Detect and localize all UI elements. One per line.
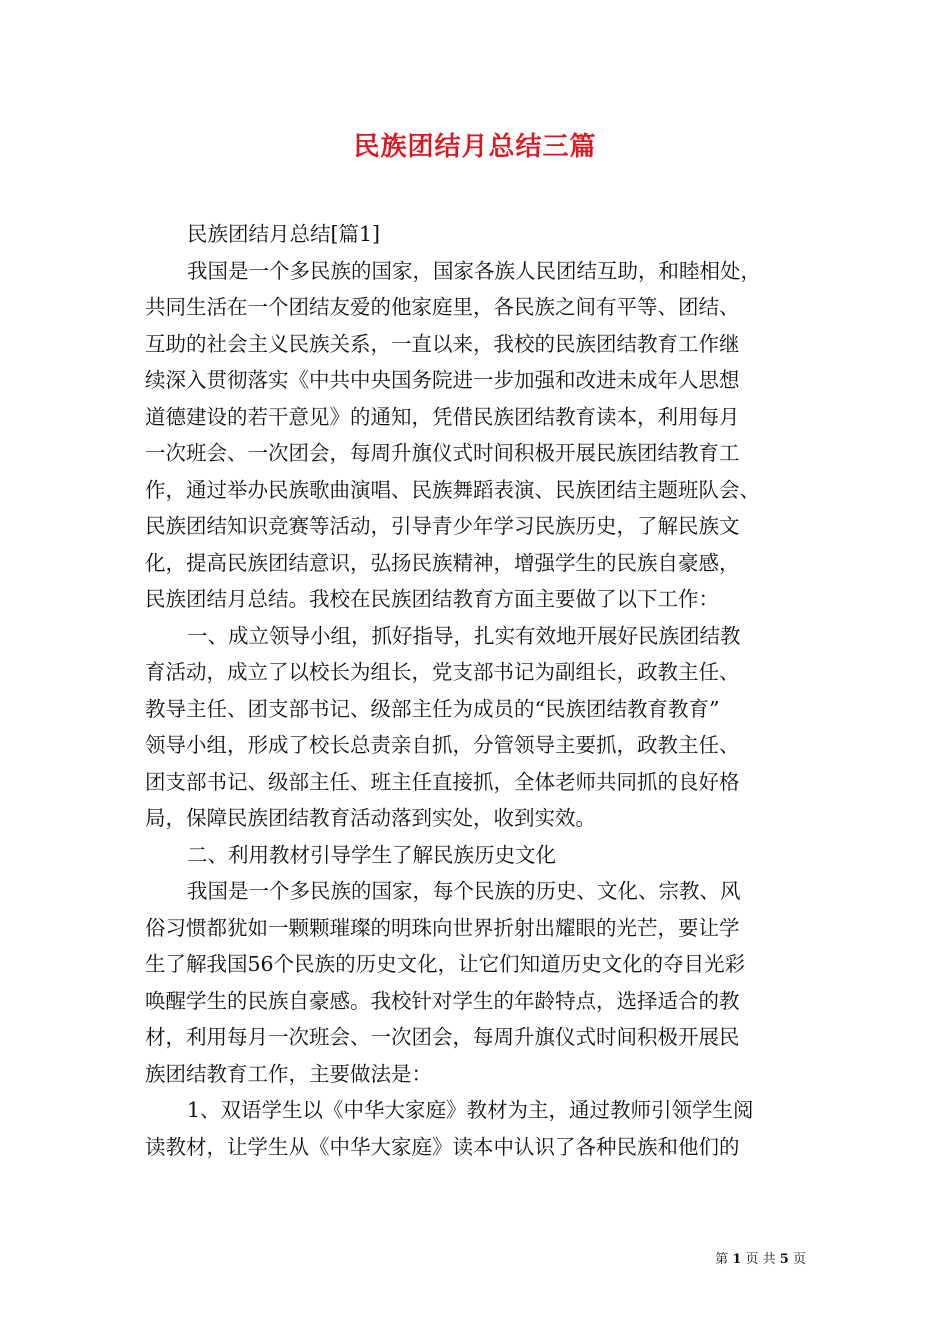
paragraph-line: 作，通过举办民族歌曲演唱、民族舞蹈表演、民族团结主题班队会、 xyxy=(145,477,760,502)
paragraph xyxy=(145,253,813,618)
footer-middle: 页 共 xyxy=(745,1252,776,1267)
paragraph-line: 共同生活在一个团结友爱的他家庭里，各民族之间有平等、团结、 xyxy=(145,295,740,319)
footer-suffix: 页 xyxy=(792,1252,806,1267)
paragraph-line: 团支部书记、级部主任、班主任直接抓，全体老师共同抓的良好格 xyxy=(145,769,740,794)
paragraph-line: 一、成立领导小组，抓好指导，扎实有效地开展好民族团结教 xyxy=(187,623,741,648)
paragraph-line: 1、双语学生以《中华大家庭》教材为主，通过教师引领学生阅 xyxy=(187,1098,754,1122)
paragraph-line: 领导小组，形成了校长总责亲自抓，分管领导主要抓，政教主任、 xyxy=(145,733,740,757)
paragraph-line: 化，提高民族团结意识，弘扬民族精神，增强学生的民族自豪感， xyxy=(145,550,740,575)
footer-prefix: 第 xyxy=(715,1252,729,1267)
paragraph-line: 唤醒学生的民族自豪感。我校针对学生的年龄特点，选择适合的教 xyxy=(145,988,740,1013)
paragraph xyxy=(145,837,813,874)
paragraph-line: 民族团结知识竞赛等活动，引导青少年学习民族历史，了解民族文 xyxy=(145,514,740,538)
paragraph-list xyxy=(145,253,813,1166)
total-pages-number: 5 xyxy=(779,1252,789,1267)
document-title: 民族团结月总结三篇 xyxy=(353,132,597,162)
paragraph xyxy=(145,1092,813,1165)
paragraph xyxy=(145,873,813,1092)
page-footer xyxy=(715,1248,806,1267)
paragraph-line: 续深入贯彻落实《中共中央国务院进一步加强和改进未成年人思想 xyxy=(145,368,740,392)
paragraph-line: 育活动，成立了以校长为组长，党支部书记为副组长，政教主任、 xyxy=(145,660,740,684)
section-heading: 民族团结月总结[篇1] xyxy=(187,222,381,246)
paragraph-line: 教导主任、团支部书记、级部主任为成员的“民族团结教育教育” xyxy=(145,696,720,721)
paragraph-line: 道德建设的若干意见》的通知，凭借民族团结教育读本，利用每月 xyxy=(145,404,740,429)
paragraph xyxy=(145,618,813,837)
paragraph-line: 民族团结月总结。我校在民族团结教育方面主要做了以下工作： xyxy=(145,587,719,611)
document-body xyxy=(145,216,813,1165)
paragraph-line: 一次班会、一次团会，每周升旗仪式时间积极开展民族团结教育工 xyxy=(145,441,740,465)
paragraph-line: 我国是一个多民族的国家，国家各族人民团结互助，和睦相处， xyxy=(187,258,761,283)
current-page-number: 1 xyxy=(732,1252,742,1267)
paragraph-line: 互助的社会主义民族关系，一直以来，我校的民族团结教育工作继 xyxy=(145,331,740,356)
paragraph-line: 局，保障民族团结教育活动落到实处，收到实效。 xyxy=(145,806,596,830)
paragraph-line: 俗习惯都犹如一颗颗璀璨的明珠向世界折射出耀眼的光芒，要让学 xyxy=(145,915,740,940)
paragraph-line: 二、利用教材引导学生了解民族历史文化 xyxy=(187,842,556,867)
paragraph-line: 生了解我国56个民族的历史文化，让它们知道历史文化的夺目光彩 xyxy=(145,952,746,976)
paragraph-line: 读教材，让学生从《中华大家庭》读本中认识了各种民族和他们的 xyxy=(145,1134,740,1159)
paragraph-line: 材，利用每月一次班会、一次团会，每周升旗仪式时间积极开展民 xyxy=(145,1025,740,1049)
paragraph-line: 族团结教育工作，主要做法是： xyxy=(145,1061,432,1086)
paragraph-line: 我国是一个多民族的国家，每个民族的历史、文化、宗教、风 xyxy=(187,879,741,903)
